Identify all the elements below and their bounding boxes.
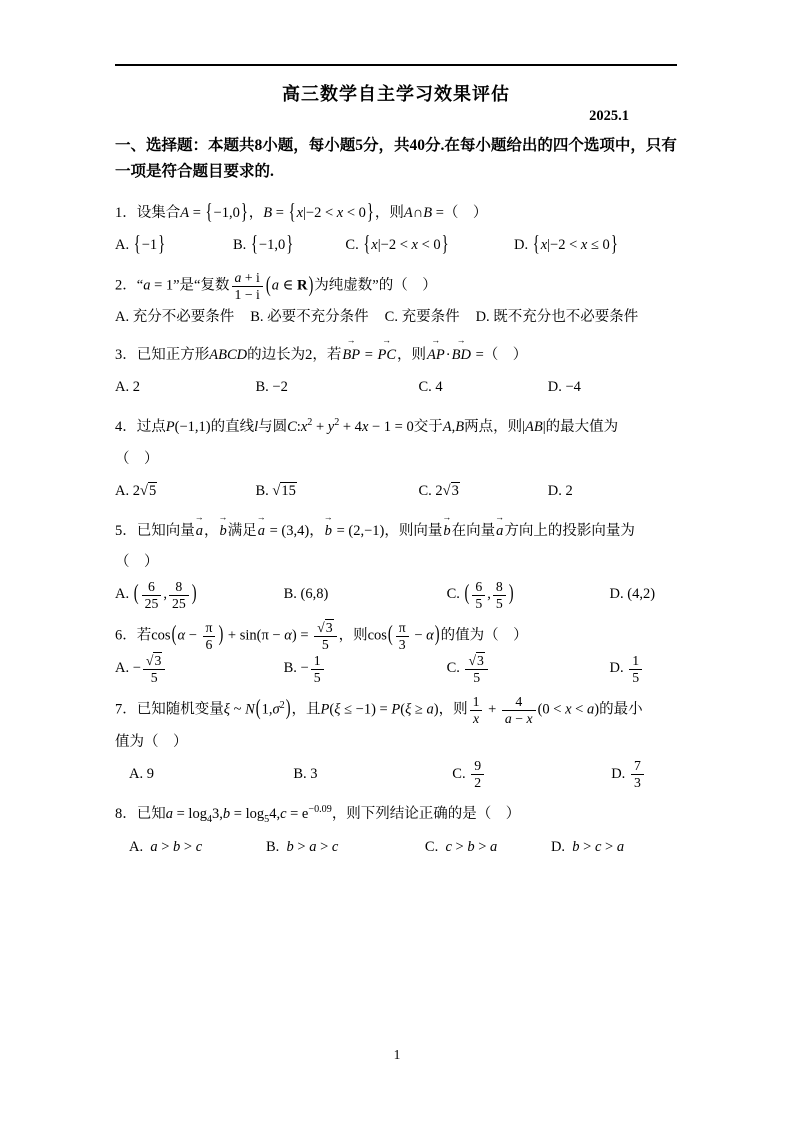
question-stem: 4．过点P(−1,1)的直线l与圆$C:x^2 + y^2 + 4x - 1 = 0$交于A,B两点，则|AB|的最大值为 （ ） xyxy=(115,417,619,467)
option-c: C. {x|−2 < x < 0} xyxy=(345,232,449,257)
option-a: A. ( $\frac{6}{25}$ , $\frac{8}{25}$ ) xyxy=(115,578,197,611)
question-5 xyxy=(115,516,677,612)
options-row xyxy=(115,303,677,332)
question-4 xyxy=(115,412,677,508)
option-d: D. −4 xyxy=(547,379,581,396)
options-row xyxy=(115,475,677,508)
question-stem: 2．“a = 1”是“复数 $\frac{a + i}{1 - i}$ (a ∈ R)为纯虚数”的（ ） xyxy=(115,270,437,303)
option-c: C. c > b > a xyxy=(424,838,498,855)
option-b: B. 必要不充分条件 xyxy=(250,308,369,325)
question-stem: 6．若cos(α − $\frac{\pi}{6}$ ) + sin(π − α) = $\frac{√3}{5}$ ，则cos( $\frac{\pi}{3}$ − α)的值为（ ） xyxy=(115,619,528,652)
options-row xyxy=(115,229,677,262)
option-c: C. 充要条件 xyxy=(384,308,460,325)
question-list xyxy=(115,198,677,864)
options-row xyxy=(115,371,677,404)
question-6 xyxy=(115,620,677,686)
option-b: B. b > a > c xyxy=(266,838,339,855)
option-c: C. 4 xyxy=(418,379,443,396)
option-d: D. {x|−2 < x ≤ 0} xyxy=(514,232,618,257)
option-d: D. $\frac{1}{5}$ xyxy=(610,652,677,685)
page-title: 高三数学自主学习效果评估 xyxy=(282,84,510,104)
option-c: C. ( $\frac{6}{5}$ , $\frac{8}{5}$ ) xyxy=(446,578,514,611)
option-c: C. $\frac{√3}{5}$ xyxy=(447,652,610,685)
options-row xyxy=(115,652,677,685)
option-a: A. 充分不必要条件 xyxy=(115,308,235,325)
option-c: C. $\frac{9}{2}$ xyxy=(452,758,611,791)
question-stem: 1．设集合A = {−1,0}，B = {x|−2 < x < 0}，则A∩B =（ ） xyxy=(115,200,488,225)
question-7 xyxy=(115,694,677,791)
option-a: A. 9 xyxy=(129,765,154,782)
option-b: B. {−1,0} xyxy=(233,232,294,257)
option-a: A. 2√5 xyxy=(115,482,157,499)
option-c: C. 2√3 xyxy=(418,482,459,499)
question-8 xyxy=(115,799,677,864)
page-number: 1 xyxy=(393,1047,401,1062)
option-d: D. b > c > a xyxy=(550,838,625,855)
option-b: B. √15 xyxy=(255,482,296,499)
option-b: B. − $\frac{1}{5}$ xyxy=(284,652,447,685)
option-a: A. − $\frac{√3}{5}$ xyxy=(115,652,284,685)
options-row xyxy=(115,578,677,611)
section-header: 一、选择题：本题共8小题，每小题5分，共40分.在每小题给出的四个选项中，只有一项是符合题目要求的. xyxy=(115,137,677,181)
question-stem: 8．已知$a = \log_43,b = \log_54,c = e^{-0.09}$，则下列结论正确的是（ ） xyxy=(115,804,521,825)
question-2 xyxy=(115,270,677,332)
option-b: B. (6,8) xyxy=(283,586,329,603)
option-b: B. 3 xyxy=(293,765,318,782)
option-d: D. (4,2) xyxy=(609,586,656,603)
options-row xyxy=(115,831,677,864)
option-d: D. $\frac{7}{3}$ xyxy=(611,758,677,791)
question-stem: 3．已知正方形ABCD的边长为2，若BP → = PC →，则AP →·BD → =（ ） xyxy=(115,340,677,371)
option-a: A. a > b > c xyxy=(129,838,203,855)
option-d: D. 既不充分也不必要条件 xyxy=(475,308,639,325)
question-stem: 5．已知向量a →，b →满足a → = (3,4)，b → = (2,−1)，则向量b →在向量a →方向上的投影向量为 （ ） xyxy=(115,516,677,578)
question-1 xyxy=(115,198,677,263)
options-row xyxy=(115,758,677,791)
header-rule xyxy=(115,64,677,66)
option-a: A. {−1} xyxy=(115,232,166,257)
exam-date: 2025.1 xyxy=(589,108,629,124)
option-a: A. 2 xyxy=(115,379,140,396)
question-stem: 7．已知随机变量ξ ~ $N(1,\sigma^2)$，且P(ξ ≤ −1) = P(ξ ≥ a)，则 $\frac{1}{x}$ + $\frac{4}{a - x}$ (0 < x < a)的最小 值为（ ） xyxy=(115,693,643,750)
question-3 xyxy=(115,340,677,405)
option-d: D. 2 xyxy=(547,482,573,499)
option-b: B. −2 xyxy=(255,379,288,396)
